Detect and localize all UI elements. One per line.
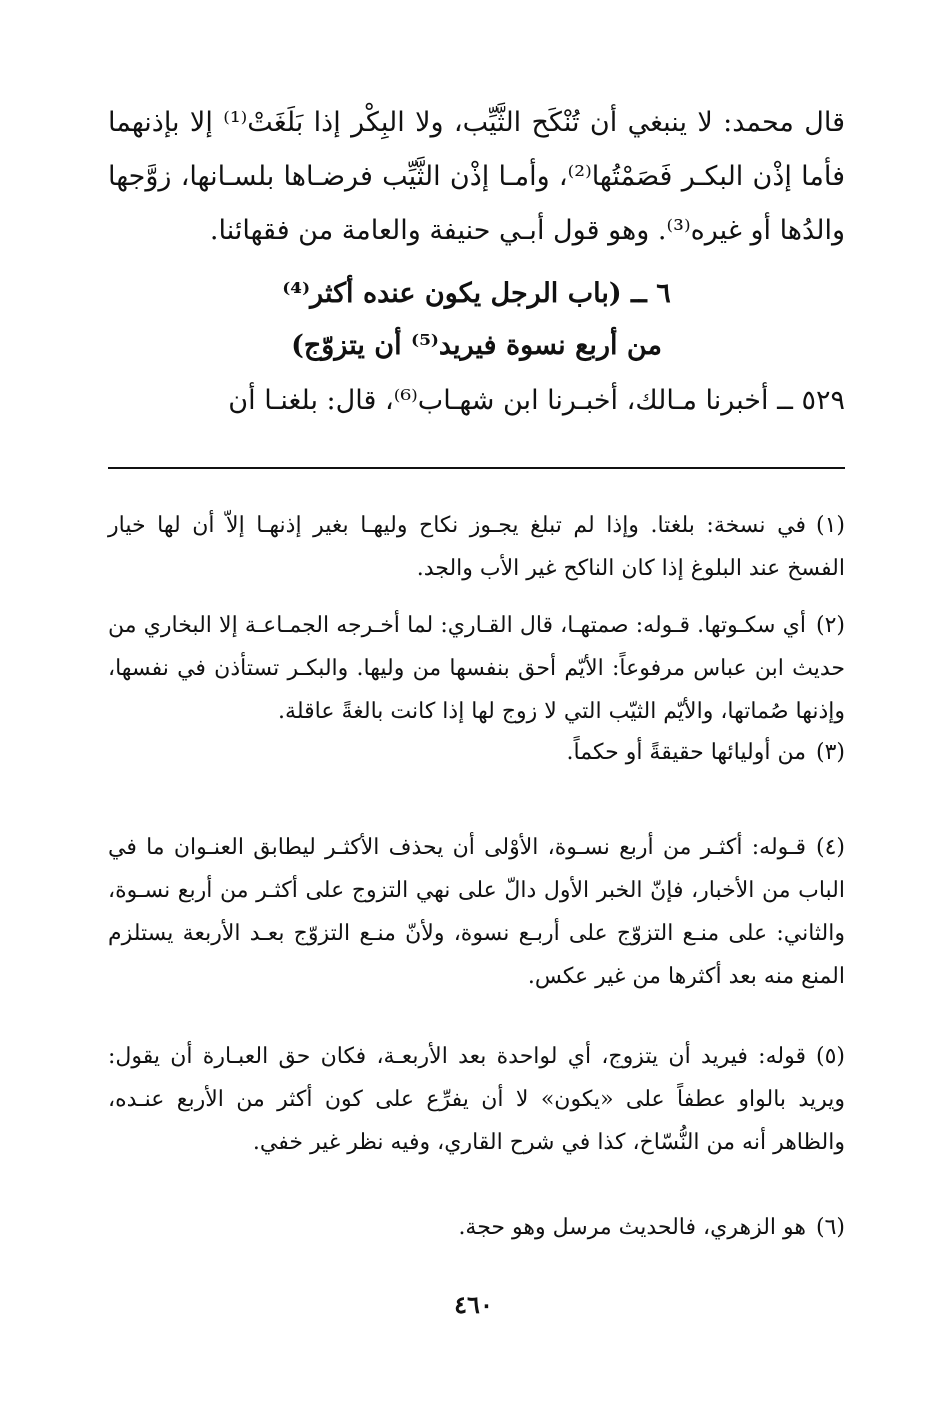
- footnote-text: هو الزهري، فالحديث مرسل وهو حجة.: [458, 1215, 806, 1240]
- main-paragraph-1: قال محمد: لا ينبغي أن تُنْكَح الثَّيِّب، ولا البِكْر إذا بَلَغَتْ⁽¹⁾ إلا بإذنهما فأما إذْن البكـر فَصَمْتُها⁽²⁾، وأمـا إذْن الثَّيِّب فرضـاها بلسـانها، زوَّجها والدُها أو غيره⁽³⁾. وهو قول أبـي حنيفة والعامة من فقهائنا.: [108, 107, 845, 246]
- footnote-2: [108, 604, 845, 733]
- footnote-text: قوله: فيريد أن يتزوج، أي لواحدة بعد الأربعـة، فكان حق العبـارة أن يقول: ويريد بالواو عطفاً على «يكون» لا أن يفرِّع على كون أكثر من الأربع عنـده، والظاهر أنه من النُّسّاخ، كذا في شرح القاري، وفيه نظر غير خفي.: [108, 1044, 845, 1155]
- page-number: ٤٦٠: [454, 1290, 493, 1319]
- footnote-text: في نسخة: بلغتا. وإذا لم تبلغ يجـوز نكاح وليهـا بغير إذنهـا إلاّ أن لها خيار الفسخ عند البلوغ إذا كان الناكح غير الأب والجد.: [108, 513, 845, 581]
- main-paragraph-2: ٥٢٩ ــ أخبرنا مـالك، أخبـرنا ابن شهـاب⁽⁶⁾، قال: بلغنـا أن: [228, 385, 845, 416]
- footnote-text: قـوله: أكثـر من أربع نسـوة، الأوْلى أن يحذف الأكثـر ليطابق العنـوان ما في الباب من الأخبار، فإنّ الخبر الأول دالّ على نهي التزوج على أكثـر من أربع نسـوة، والثاني: على منـع التزوّج على أربـع نسوة، ولأنّ منـع التزوّج بعـد الأربعة يستلزم المنع منه بعد أكثرها من غير عكس.: [108, 835, 845, 989]
- footnote-divider: [108, 467, 845, 469]
- footnote-number: (٥): [815, 1044, 845, 1069]
- footnote-number: (٦): [815, 1215, 845, 1240]
- chapter-heading-line-1: ٦ ــ (باب الرجل يكون عنده أكثر⁽⁴⁾: [282, 278, 671, 309]
- footnote-text: من أوليائها حقيقةً أو حكماً.: [566, 740, 806, 765]
- footnote-text: أي سكـوتها. قـوله: صمتهـا، قال القـاري: لما أخـرجه الجمـاعـة إلا البخاري من حديث ابن عباس مرفوعاً: الأيّم أحق بنفسها من وليها. والبكـر تستأذن في نفسها، وإذنها صُماتها، والأيّم الثيّب التي لا زوج لها إذا كانت بالغةً عاقلة.: [108, 613, 845, 724]
- footnote-5: [108, 1035, 845, 1164]
- footnote-6: [108, 1206, 845, 1249]
- footnote-number: (٢): [815, 613, 845, 638]
- footnote-number: (١): [815, 513, 845, 538]
- footnote-number: (٤): [815, 835, 845, 860]
- footnote-1: [108, 504, 845, 590]
- footnote-4: [108, 826, 845, 998]
- footnote-number: (٣): [815, 740, 845, 765]
- footnote-3: [108, 731, 845, 774]
- chapter-heading-line-2: من أربع نسوة فيريد⁽⁵⁾ أن يتزوّج): [291, 330, 662, 361]
